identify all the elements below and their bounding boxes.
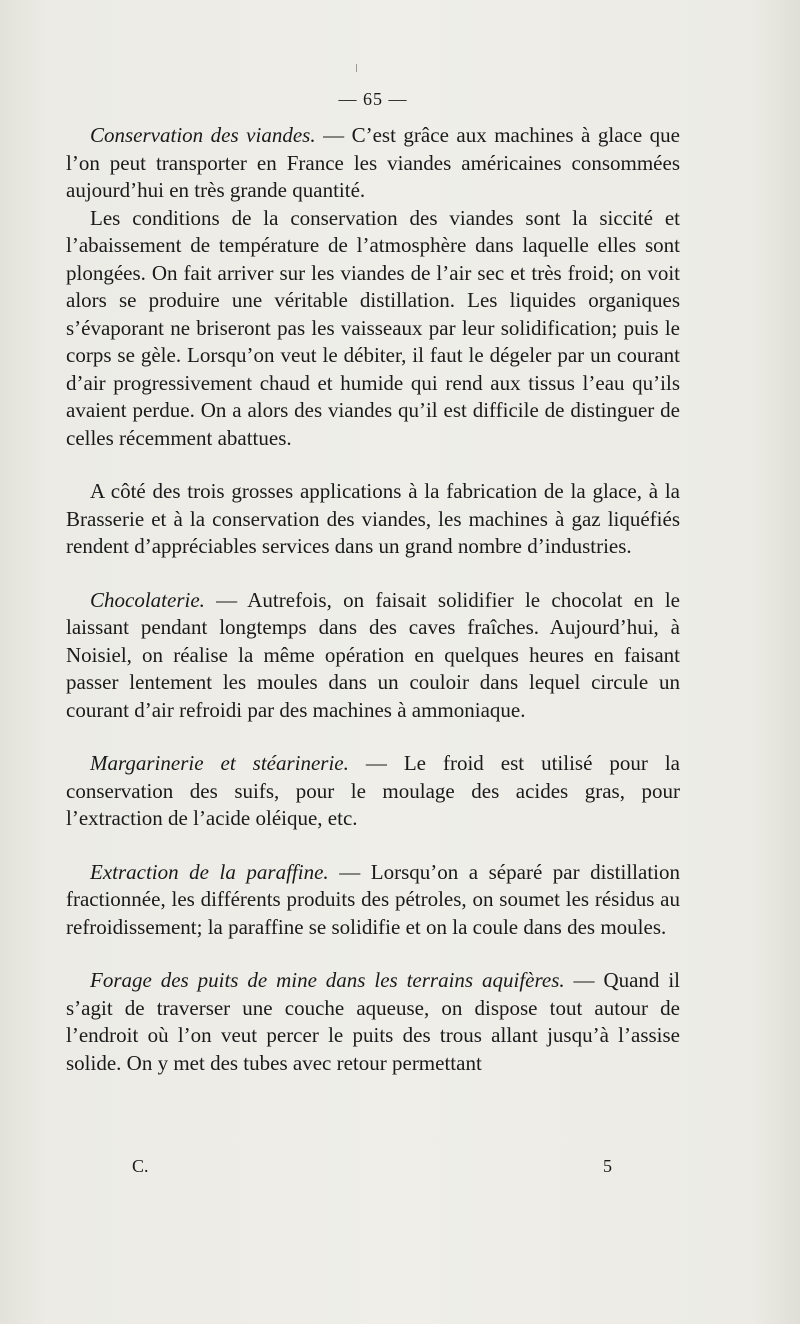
paragraph-paraffine [66,859,680,942]
section-title: Conservation des viandes. [90,123,316,147]
ink-speck [356,64,357,72]
paragraph-text: Les conditions de la conservation des viandes sont la siccité et l’abaissement de température de l’atmosphère dans laquelle elles sont plongées. On fait arriver sur les viandes de l’air sec et très froid; on voit alors se produire une véritable distillation. Les liquides organiques s’évaporant ne briseront pas les vaisseaux par leur solidification; puis le corps se gèle. Lorsqu’on veut le débiter, il faut le dégeler par un courant d’air progressivement chaud et humide qui rend aux tissus l’eau qu’ils avaient perdue. On a alors des viandes qu’il est difficile de distinguer de celles récemment abattues. [66,205,680,450]
paragraph-forage [66,967,680,1077]
paragraph-text: — Autrefois, on faisait solidifier le chocolat en le laissant pendant longtemps dans des caves fraîches. Aujourd’hui, à Noisiel, on réalise la même opération en quelques heures en faisant passer lentement les moules dans un couloir dans lequel circule un courant d’air refroidi par des machines à ammoniaque. [66,587,680,722]
paragraph-text: A côté des trois grosses applications à la fabrication de la glace, à la Brasserie et à la conservation des viandes, les machines à gaz liquéfiés rendent d’appréciables services dans un grand nombre d’industries. [66,479,680,558]
paragraph-applications [66,478,680,561]
paragraph-text: — Quand il s’agit de traverser une couche aqueuse, on dispose tout autour de l’endroit où l’on veut percer le puits des trous allant jusqu’à l’assise solide. On y met des tubes avec retour permettant [66,968,680,1075]
signature-mark: C. [132,1156,149,1176]
paragraph-conservation-viandes [66,122,680,205]
paragraph-text: — Lorsqu’on a séparé par distillation fractionnée, les différents produits des pétroles, on soumet les résidus au refroidissement; la paraffine se solidifie et on la coule dans des moules. [66,859,680,939]
paragraph-chocolaterie [66,587,680,725]
section-title: Forage des puits de mine dans les terrains aquifères. [90,968,565,992]
section-title: Chocolaterie. [90,587,205,612]
section-title: Extraction de la paraffine. [90,859,329,884]
paragraph-text: — C’est grâce aux machines à glace que l’on peut transporter en France les viandes américaines consommées aujourd’hui en très grande quantité. [66,123,680,202]
page-text [66,88,680,1077]
section-title: Margarinerie et stéarinerie. [90,751,349,775]
paragraph-margarinerie [66,750,680,833]
paragraph-conditions [66,205,680,453]
page-number: — 65 — [338,89,408,109]
paragraph-text: — Le froid est utilisé pour la conservation des suifs, pour le moulage des acides gras, pour l’extraction de l’acide oléique, etc. [66,751,680,830]
sheet-number: 5 [603,1156,612,1176]
